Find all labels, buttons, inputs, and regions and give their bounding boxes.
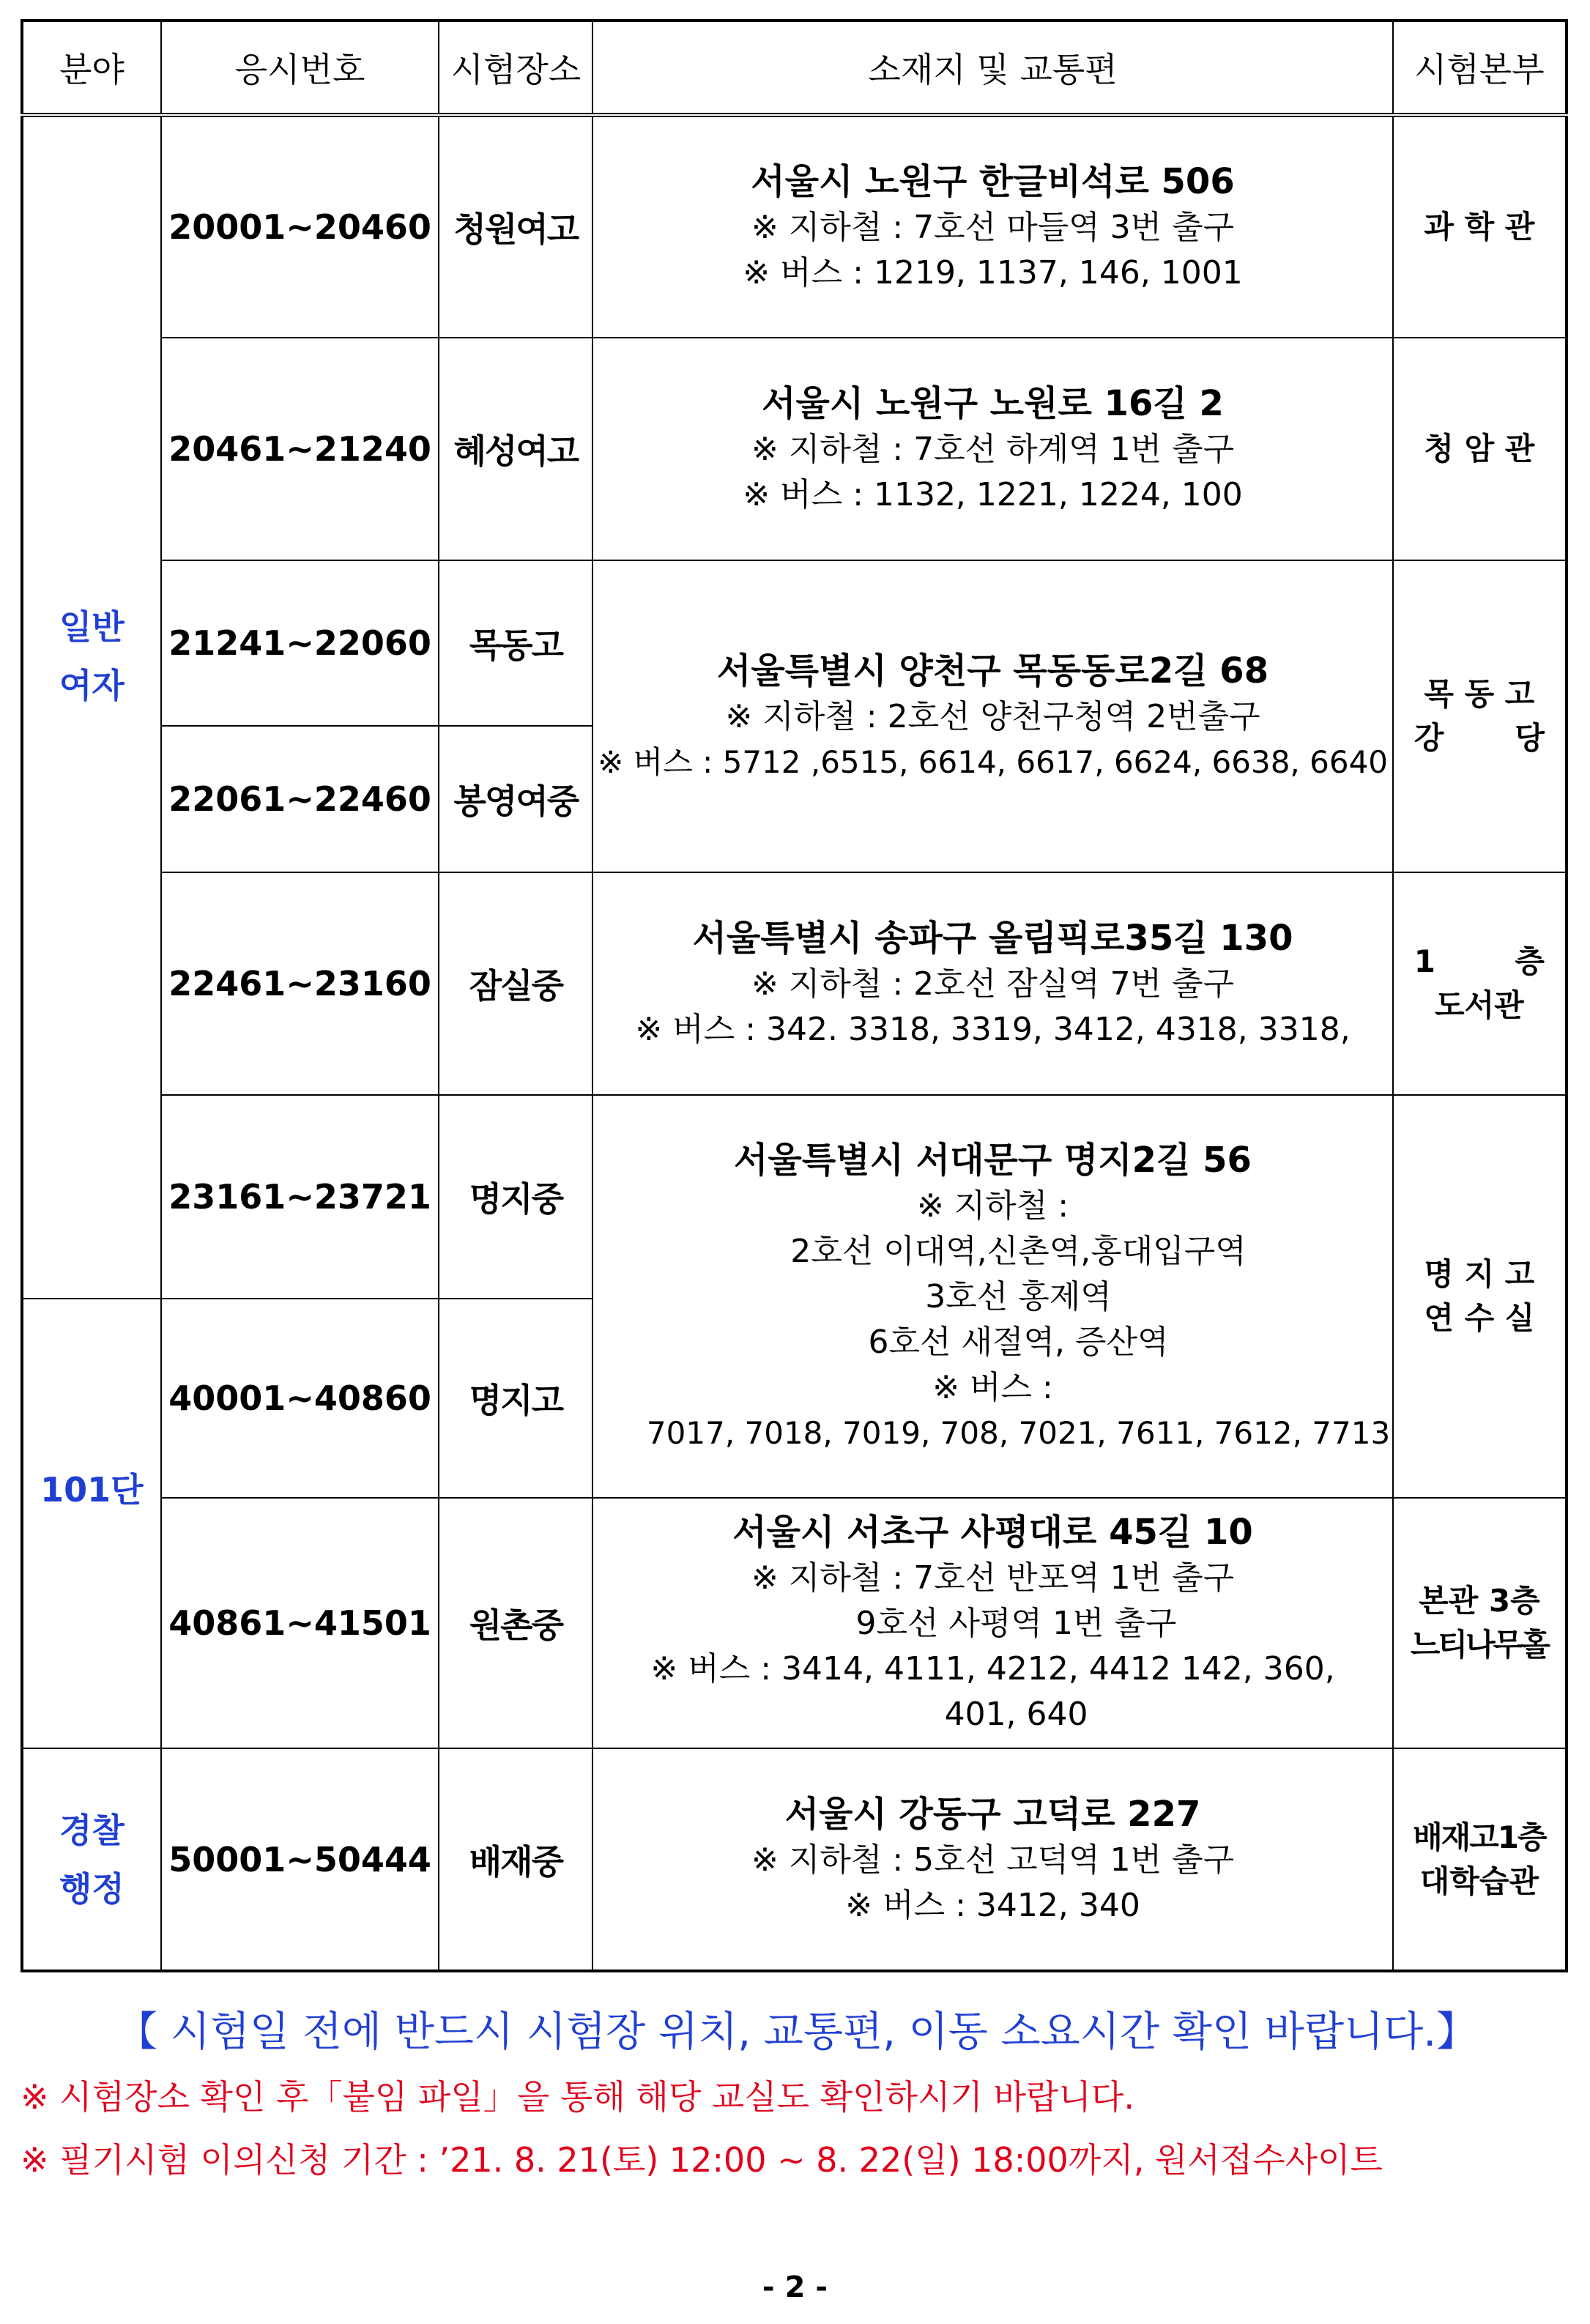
subway-info: ※ 지하철 : 7호선 하계역 1번 출구 <box>751 431 1235 468</box>
exam-number-range: 21241~22060 <box>161 560 439 726</box>
exam-number-range: 22461~23160 <box>161 872 439 1095</box>
exam-hq: 명 지 고 연 수 실 <box>1393 1095 1567 1498</box>
field-101-unit: 101단 <box>22 1299 161 1748</box>
exam-hq: 청 암 관 <box>1393 338 1567 560</box>
exam-number-range: 20461~21240 <box>161 338 439 560</box>
subway-line-2: 2호선 이대역,신촌역,홍대입구역 <box>790 1233 1247 1270</box>
bus-info: ※ 버스 : 1219, 1137, 146, 1001 <box>743 254 1243 292</box>
location-transit <box>592 1498 1392 1748</box>
exam-venue: 명지고 <box>439 1299 592 1498</box>
exam-hq: 과 학 관 <box>1393 115 1567 338</box>
exam-number-range: 23161~23721 <box>161 1095 439 1299</box>
exam-number-range: 40861~41501 <box>161 1498 439 1748</box>
bus-numbers: 401, 640 <box>944 1696 1088 1733</box>
location-transit <box>592 115 1392 338</box>
subway-info: ※ 지하철 : 7호선 반포역 1번 출구 <box>751 1559 1235 1597</box>
exam-site-table <box>21 19 1568 1972</box>
bus-info: ※ 버스 : 1132, 1221, 1224, 100 <box>743 476 1243 513</box>
address: 서울시 강동구 고덕로 227 <box>784 1793 1201 1835</box>
exam-venue: 청원여고 <box>439 115 592 338</box>
header-location-transit: 소재지 및 교통편 <box>592 21 1392 115</box>
bus-info: ※ 버스 : 3414, 4111, 4212, 4412 142, 360, <box>650 1650 1335 1688</box>
exam-number-range: 22061~22460 <box>161 726 439 872</box>
subway-line-3: 3호선 홍제역 <box>925 1278 1112 1315</box>
header-field: 분야 <box>22 21 161 115</box>
location-transit <box>592 1095 1392 1498</box>
bus-info: ※ 버스 : 342. 3318, 3319, 3412, 4318, 3318, <box>635 1011 1351 1048</box>
exam-hq: 배재고1층 대학습관 <box>1393 1748 1567 1971</box>
exam-number-range: 50001~50444 <box>161 1748 439 1971</box>
subway-line-6: 6호선 새절역, 증산역 <box>868 1324 1169 1361</box>
table-row <box>22 115 1567 338</box>
notice-main: 【 시험일 전에 반드시 시험장 위치, 교통편, 이동 소요시간 확인 바랍니다.】 <box>116 2008 1478 2056</box>
address: 서울시 서초구 사평대로 45길 10 <box>732 1512 1253 1553</box>
field-general-women: 일반 여자 <box>22 115 161 1299</box>
exam-venue: 혜성여고 <box>439 338 592 560</box>
page-number: - 2 - <box>762 2271 828 2304</box>
table-row <box>22 872 1567 1095</box>
header-exam-hq: 시험본부 <box>1393 21 1567 115</box>
exam-venue: 잠실중 <box>439 872 592 1095</box>
exam-venue: 배재중 <box>439 1748 592 1971</box>
table-row <box>22 1095 1567 1299</box>
table-row <box>22 1498 1567 1748</box>
table-row <box>22 338 1567 560</box>
table-header-row <box>22 21 1567 115</box>
notice-appeal-period: ※ 필기시험 이의신청 기간 : ’21. 8. 21(토) 12:00 ∼ 8. 22(일) 18:00까지, 원서접수사이트 <box>21 2140 1383 2180</box>
exam-number-range: 20001~20460 <box>161 115 439 338</box>
subway-info: ※ 지하철 : 2호선 잠실역 7번 출구 <box>751 965 1235 1003</box>
address: 서울특별시 양천구 목동동로2길 68 <box>716 650 1269 691</box>
header-exam-number: 응시번호 <box>161 21 439 115</box>
location-transit <box>592 872 1392 1095</box>
bus-info: ※ 버스 : 3412, 340 <box>845 1886 1140 1924</box>
exam-number-range: 40001~40860 <box>161 1299 439 1498</box>
exam-venue: 명지중 <box>439 1095 592 1299</box>
subway-info: ※ 지하철 : 2호선 양천구청역 2번출구 <box>725 698 1260 735</box>
bus-info: ※ 버스 : 5712 ,6515, 6614, 6617, 6624, 6638, 6640 <box>598 744 1389 780</box>
exam-hq: 1 층 도서관 <box>1393 872 1567 1095</box>
address: 서울시 노원구 한글비석로 506 <box>751 161 1235 202</box>
subway-line-9: 9호선 사평역 1번 출구 <box>855 1605 1177 1642</box>
notice-section <box>21 2000 1573 2191</box>
subway-info: ※ 지하철 : <box>916 1187 1069 1225</box>
location-transit <box>592 1748 1392 1971</box>
subway-info: ※ 지하철 : 5호선 고덕역 1번 출구 <box>751 1841 1235 1879</box>
location-transit <box>592 338 1392 560</box>
exam-hq: 본관 3층 느티나무홀 <box>1393 1498 1567 1748</box>
exam-venue: 목동고 <box>439 560 592 726</box>
exam-venue: 봉영여중 <box>439 726 592 872</box>
bus-info: ※ 버스 : <box>932 1369 1053 1406</box>
address: 서울특별시 서대문구 명지2길 56 <box>734 1140 1252 1181</box>
bus-numbers: 7017, 7018, 7019, 708, 7021, 7611, 7612, 7713 <box>646 1415 1391 1451</box>
table-row <box>22 1748 1567 1971</box>
address: 서울시 노원구 노원로 16길 2 <box>762 383 1224 424</box>
table-row <box>22 560 1567 726</box>
field-police-admin: 경찰 행정 <box>22 1748 161 1971</box>
address: 서울특별시 송파구 올림픽로35길 130 <box>692 918 1293 959</box>
exam-hq: 목 동 고 강 당 <box>1393 560 1567 872</box>
location-transit <box>592 560 1392 872</box>
header-exam-venue: 시험장소 <box>439 21 592 115</box>
subway-info: ※ 지하철 : 7호선 마들역 3번 출구 <box>751 209 1235 246</box>
notice-classroom: ※ 시험장소 확인 후「붙임 파일」을 통해 해당 교실도 확인하시기 바랍니다. <box>21 2077 1134 2117</box>
exam-venue: 원촌중 <box>439 1498 592 1748</box>
